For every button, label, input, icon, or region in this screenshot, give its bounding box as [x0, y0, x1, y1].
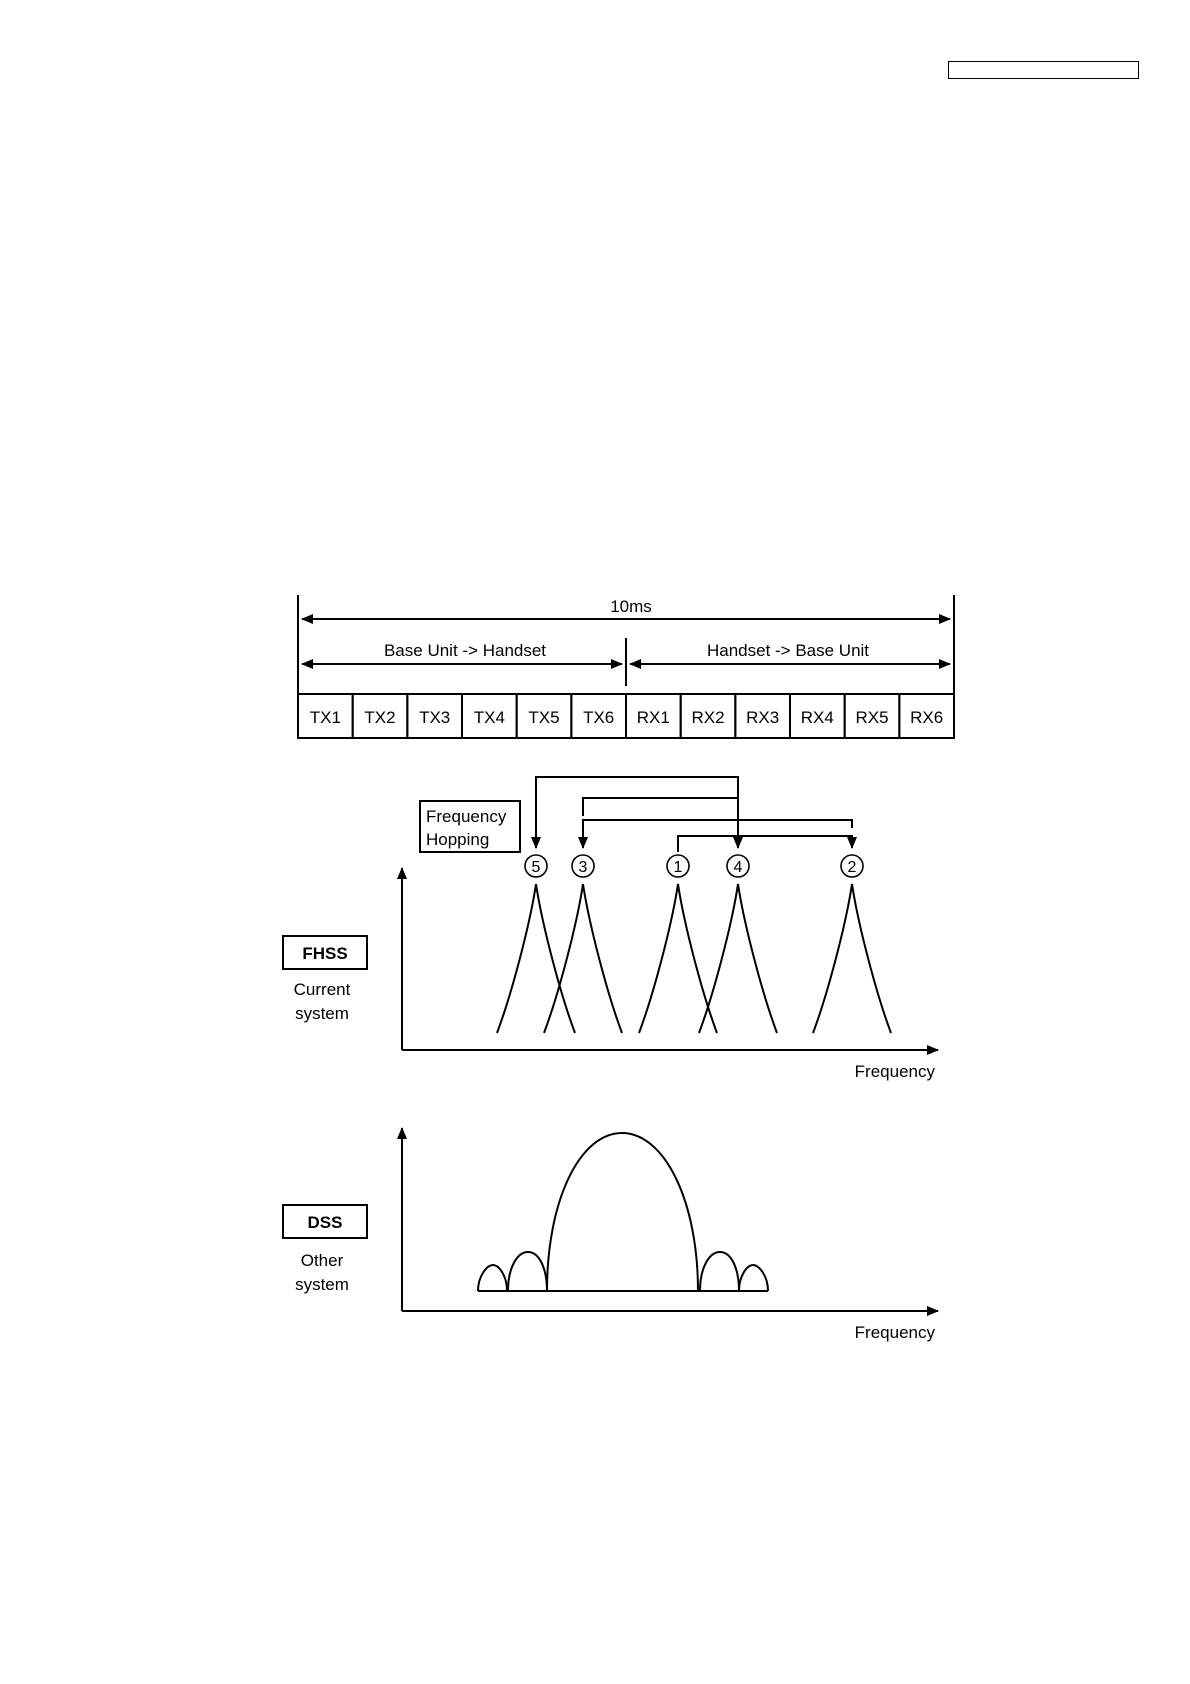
slot-label: RX6	[910, 708, 944, 727]
dss-x-axis-label: Frequency	[854, 1323, 935, 1342]
total-duration-label: 10ms	[610, 597, 652, 616]
base-to-handset-label: Base Unit -> Handset	[383, 641, 547, 660]
fhss-description-line2: system	[295, 1004, 349, 1023]
slot-label: TX3	[419, 708, 451, 727]
dss-tag: DSS	[307, 1213, 343, 1232]
fhss-description-line1: Current	[293, 980, 351, 999]
dss-spectrum	[478, 1133, 768, 1291]
dss-description-line1: Other	[300, 1251, 344, 1270]
dss-side-lobe-left-inner	[508, 1252, 547, 1291]
slot-label: RX3	[746, 708, 780, 727]
slot-label: RX4	[800, 708, 834, 727]
fhss-tag: FHSS	[302, 944, 348, 963]
slot-row	[298, 694, 954, 738]
slot-label: TX4	[473, 708, 505, 727]
channel-number: 5	[531, 859, 541, 876]
slot-label: TX1	[309, 708, 341, 727]
dss-side-lobe-right-outer	[739, 1265, 768, 1291]
hopping-routing	[536, 777, 852, 852]
fhss-peak	[813, 884, 891, 1033]
slot-label: RX1	[636, 708, 670, 727]
handset-to-base-label: Handset -> Base Unit	[706, 641, 870, 660]
dss-description-line2: system	[295, 1275, 349, 1294]
dss-main-lobe	[547, 1133, 698, 1291]
slot-label: RX5	[855, 708, 889, 727]
fhss-peak	[497, 884, 575, 1033]
channel-marks	[525, 855, 863, 877]
channel-number: 2	[847, 859, 857, 876]
dss-axes	[402, 1128, 938, 1311]
fhss-peak	[639, 884, 717, 1033]
fhss-peak	[544, 884, 622, 1033]
channel-number: 3	[578, 859, 588, 876]
fhss-axes	[402, 868, 938, 1050]
fhss-peak	[699, 884, 777, 1033]
slot-label: TX6	[583, 708, 615, 727]
slot-label: TX2	[364, 708, 396, 727]
dss-side-lobe-left-outer	[478, 1265, 507, 1291]
fhss-x-axis-label: Frequency	[854, 1062, 935, 1081]
frequency-hopping-label-line1: Frequency	[426, 807, 507, 826]
frequency-hopping-label-line2: Hopping	[426, 830, 490, 849]
fhss-spectrum-peaks	[497, 884, 891, 1033]
slot-label: RX2	[691, 708, 725, 727]
channel-number: 1	[673, 859, 683, 876]
channel-number: 4	[733, 859, 743, 876]
slot-label: TX5	[528, 708, 560, 727]
dss-side-lobe-right-inner	[700, 1252, 739, 1291]
